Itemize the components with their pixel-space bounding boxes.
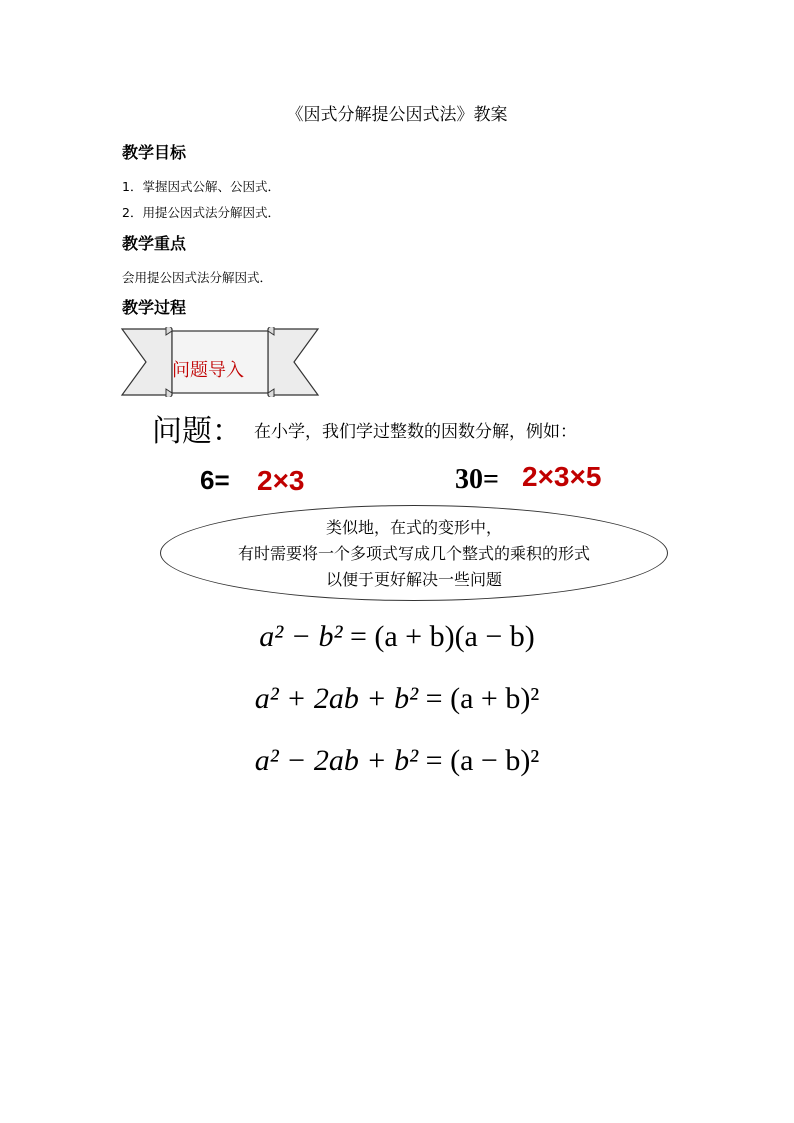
example-1-left: 6= [200, 465, 230, 495]
formula-2-rhs: = (a + b)² [425, 682, 540, 715]
page-title: 《因式分解提公因式法》教案 [286, 105, 508, 125]
callout-line-3: 以便于更好解决一些问题 [325, 570, 502, 589]
example-2-right: 2×3×5 [522, 461, 602, 492]
banner-label: 问题导入 [172, 360, 244, 381]
formula-2-lhs: a² + 2ab + b² [254, 682, 419, 715]
formula-square-of-sum [0, 682, 794, 716]
keypoint-heading: 教学重点 [122, 234, 187, 253]
formula-square-of-difference [0, 744, 794, 778]
objective-item-2: 2．用提公因式法分解因式． [122, 205, 280, 220]
formula-3-rhs: = (a − b)² [425, 744, 540, 777]
question-text: 在小学，我们学过整数的因数分解，例如： [254, 422, 577, 442]
example-2-left: 30= [455, 464, 499, 495]
objectives-heading: 教学目标 [122, 143, 187, 162]
keypoint-text: 会用提公因式法分解因式． [122, 270, 273, 285]
callout-line-2: 有时需要将一个多项式写成几个整式的乘积的形式 [237, 544, 590, 563]
process-heading: 教学过程 [122, 298, 187, 317]
formula-difference-of-squares [0, 620, 794, 654]
objective-item-1: 1．掌握因式公解、公因式． [122, 179, 280, 194]
formula-1-lhs: a² − b² [259, 620, 343, 653]
callout-line-1: 类似地，在式的变形中， [325, 518, 502, 537]
formula-1-rhs: = (a + b)(a − b) [349, 620, 535, 653]
question-label: 问题： [152, 414, 242, 449]
example-1-right: 2×3 [257, 465, 305, 496]
formula-3-lhs: a² − 2ab + b² [254, 744, 419, 777]
